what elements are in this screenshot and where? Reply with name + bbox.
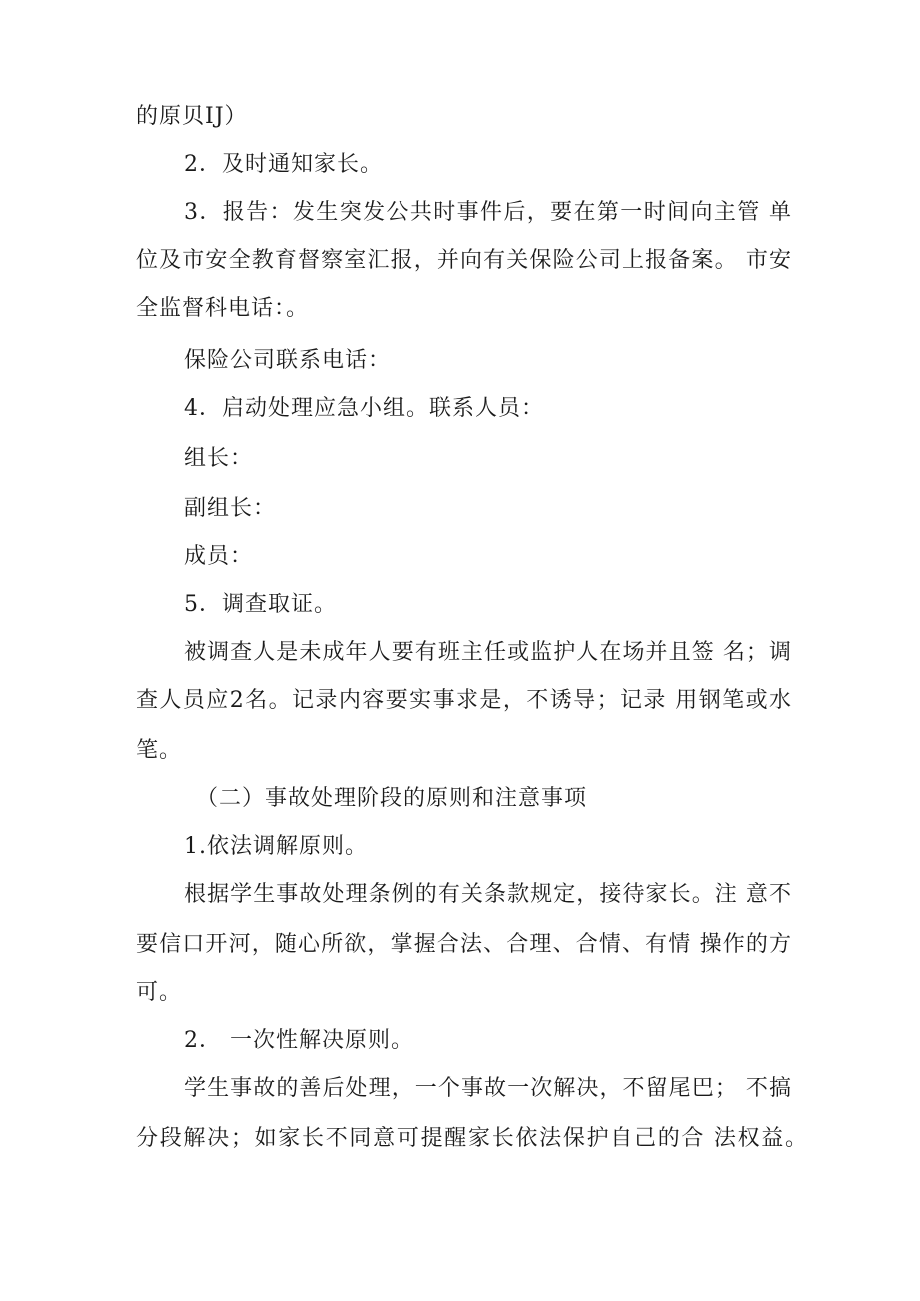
text-line: 位及市安全教育督察室汇报，并向有关保险公司上报备案。 市安 <box>136 248 792 273</box>
text-line: 被调查人是未成年人要有班主任或监护人在场并且签 名；调 <box>184 640 792 665</box>
text-line: 保险公司联系电话： <box>184 348 392 373</box>
text-line: 成员： <box>184 544 254 569</box>
text-line: 可。 <box>136 980 183 1005</box>
list-item-heading: 2． 一次性解决原则。 <box>184 1028 414 1053</box>
text-line: 要信口开河，随心所欲，掌握合法、合理、合情、有情 操作的方 <box>136 932 792 957</box>
text-line: 的原贝IJ） <box>136 104 248 129</box>
text-line: 根据学生事故处理条例的有关条款规定，接待家长。注 意不 <box>184 882 792 907</box>
text-line: 笔。 <box>136 738 183 763</box>
list-item-heading: 1.依法调解原则。 <box>184 834 368 859</box>
text-line: 副组长： <box>184 496 277 521</box>
text-line: 全监督科电话：。 <box>136 296 310 321</box>
text-line: 学生事故的善后处理，一个事故一次解决，不留尾巴； 不搞 <box>184 1076 792 1101</box>
text-line: 分段解决；如家长不同意可提醒家长依法保护自己的合 法权益。 <box>136 1126 808 1151</box>
text-line: 查人员应2名。记录内容要实事求是，不诱导；记录 用钢笔或水 <box>136 688 792 713</box>
section-heading: （二）事故处理阶段的原则和注意事项 <box>196 786 588 811</box>
text-line: 组长： <box>184 446 254 471</box>
list-item-heading: 3．报告：发生突发公共时事件后，要在第一时间向主管 单 <box>184 200 792 225</box>
list-item-heading: 2．及时通知家长。 <box>184 152 383 177</box>
list-item-heading: 4．启动处理应急小组。联系人员： <box>184 396 544 421</box>
list-item-heading: 5．调查取证。 <box>184 592 337 617</box>
